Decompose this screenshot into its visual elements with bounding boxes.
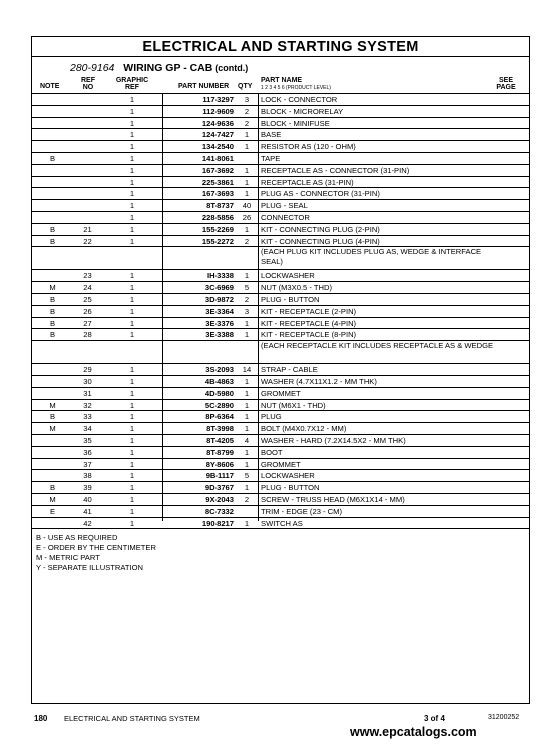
part-name-cell: (EACH PLUG KIT INCLUDES PLUG AS, WEDGE & INTERFACE SEAL) — [261, 247, 482, 267]
table-row — [32, 376, 529, 388]
part-number-cell: 167-3693 — [201, 189, 234, 199]
graphic-ref-cell: 1 — [129, 271, 135, 281]
table-row — [32, 388, 529, 400]
part-name-cell: PLUG - BUTTON — [261, 294, 320, 304]
ref-no-cell: 22 — [83, 236, 92, 246]
note-cell: B — [49, 224, 56, 234]
part-name-cell: WASHER - HARD (7.2X14.5X2 - MM THK) — [261, 435, 406, 445]
column-divider — [162, 94, 163, 521]
header-note: NOTE — [40, 83, 60, 90]
part-name-cell: PLUG - BUTTON — [261, 483, 320, 493]
parts-table-body — [32, 94, 529, 529]
table-row — [32, 400, 529, 412]
group-name: WIRING GP - CAB — [123, 62, 213, 74]
header-part-name: PART NAME — [261, 77, 303, 84]
part-name-cell: SCREW - TRUSS HEAD (M6X1X14 - MM) — [261, 494, 405, 504]
graphic-ref-cell: 1 — [129, 283, 135, 293]
graphic-ref-cell: 1 — [129, 483, 135, 493]
qty-cell: 1 — [244, 165, 250, 175]
part-name-cell: PLUG - SEAL — [261, 201, 308, 211]
qty-cell: 1 — [244, 447, 250, 457]
part-number-cell: 225-3861 — [201, 177, 234, 187]
part-number-cell: 3D-9872 — [204, 294, 234, 304]
graphic-ref-cell: 1 — [129, 330, 135, 340]
table-row — [32, 200, 529, 212]
table-row — [32, 270, 529, 282]
graphic-ref-cell: 1 — [129, 365, 135, 375]
note-cell: M — [49, 424, 56, 434]
ref-no-cell: 21 — [83, 224, 92, 234]
graphic-ref-cell: 1 — [129, 506, 135, 516]
qty-cell: 1 — [244, 271, 250, 281]
qty-cell: 1 — [244, 412, 250, 422]
part-number-cell: 155-2269 — [201, 224, 234, 234]
table-row — [32, 282, 529, 294]
note-cell: E — [49, 506, 56, 516]
part-name-cell: BASE — [261, 130, 282, 140]
header-qty: QTY — [238, 83, 253, 90]
part-name-cell: RECEPTACLE AS - CONNECTOR (31-PIN) — [261, 165, 410, 175]
ref-no-cell: 32 — [83, 400, 92, 410]
part-name-cell: RESISTOR AS (120 - OHM) — [261, 142, 356, 152]
graphic-ref-cell: 1 — [129, 224, 135, 234]
part-number-cell: 4D-5980 — [204, 388, 234, 398]
graphic-ref-cell: 1 — [129, 518, 135, 528]
note-cell: M — [49, 400, 56, 410]
ref-no-cell: 37 — [83, 459, 92, 469]
footer-page-of: 3 of 4 — [424, 714, 445, 723]
part-number-cell: 117-3297 — [202, 95, 234, 104]
part-number-cell: 3S-2093 — [205, 365, 234, 375]
note-cell: B — [49, 236, 56, 246]
table-row — [32, 435, 529, 447]
graphic-ref-cell: 1 — [129, 201, 135, 211]
table-row — [32, 423, 529, 435]
part-name-cell: GROMMET — [261, 459, 301, 469]
group-continued: (contd.) — [215, 63, 249, 73]
footer-page-number: 180 — [34, 714, 48, 723]
part-number-cell: 155-2272 — [201, 236, 234, 246]
qty-cell: 1 — [244, 330, 250, 340]
table-row — [32, 177, 529, 189]
part-name-cell: (EACH RECEPTACLE KIT INCLUDES RECEPTACLE AS & WEDGE — [261, 341, 494, 351]
qty-cell: 1 — [244, 189, 250, 199]
graphic-ref-cell: 1 — [129, 130, 135, 140]
qty-cell: 1 — [244, 483, 250, 493]
part-number-cell: 8Y-8606 — [205, 459, 234, 469]
graphic-ref-cell: 1 — [129, 471, 135, 481]
part-number-cell: 3E-3364 — [205, 306, 234, 316]
part-name-cell: BOLT (M4X0.7X12 - MM) — [261, 424, 347, 434]
qty-cell: 1 — [244, 424, 250, 434]
qty-cell: 2 — [244, 236, 250, 246]
qty-cell: 1 — [244, 518, 250, 528]
table-row — [32, 188, 529, 200]
table-row — [32, 341, 529, 364]
table-row — [32, 470, 529, 482]
table-row — [32, 165, 529, 177]
part-number-cell: 8T-4205 — [206, 435, 234, 445]
table-row — [32, 506, 529, 518]
part-name-cell: CONNECTOR — [261, 212, 310, 222]
part-number-cell: 8T-3998 — [206, 424, 234, 434]
table-row — [32, 329, 529, 341]
graphic-ref-cell: 1 — [129, 376, 135, 386]
part-name-cell: RECEPTACLE AS (31-PIN) — [261, 177, 354, 187]
part-name-cell: KIT - RECEPTACLE (4-PIN) — [261, 318, 357, 328]
note-legend-item: E - ORDER BY THE CENTIMETER — [36, 543, 156, 552]
graphic-ref-cell: 1 — [129, 400, 135, 410]
part-name-cell: SWITCH AS — [261, 518, 303, 528]
qty-cell: 5 — [244, 471, 250, 481]
table-row — [32, 153, 529, 165]
note-cell: M — [49, 494, 56, 504]
qty-cell: 1 — [244, 177, 250, 187]
qty-cell: 5 — [244, 283, 250, 293]
note-cell: B — [49, 412, 56, 422]
table-row — [32, 518, 529, 530]
graphic-ref-cell: 1 — [129, 236, 135, 246]
table-row — [32, 106, 529, 118]
table-row — [32, 494, 529, 506]
table-row — [32, 129, 529, 141]
note-cell: B — [49, 483, 56, 493]
part-name-cell: PLUG AS - CONNECTOR (31-PIN) — [261, 189, 380, 199]
graphic-ref-cell: 1 — [129, 318, 135, 328]
part-number-cell: 5C-2890 — [204, 400, 234, 410]
ref-no-cell: 39 — [83, 483, 92, 493]
part-number-cell: 141-8061 — [201, 153, 234, 163]
footer-section: ELECTRICAL AND STARTING SYSTEM — [64, 714, 200, 723]
note-cell: M — [49, 283, 56, 293]
part-number-cell: 112-9609 — [202, 106, 234, 116]
ref-no-cell: 27 — [83, 318, 92, 328]
qty-cell: 26 — [242, 212, 252, 222]
ref-no-cell: 42 — [83, 518, 92, 528]
part-number-cell: 228-5856 — [201, 212, 234, 222]
qty-cell: 1 — [244, 224, 250, 234]
part-number-cell: 190-8217 — [201, 518, 234, 528]
table-row — [32, 411, 529, 423]
table-row — [32, 318, 529, 330]
table-row — [32, 447, 529, 459]
footer-doc-number: 31200252 — [488, 714, 520, 721]
part-number-cell: 8T-8799 — [206, 447, 234, 457]
column-divider — [258, 94, 259, 521]
qty-cell: 1 — [244, 376, 250, 386]
part-name-cell: LOCKWASHER — [261, 271, 315, 281]
table-row — [32, 294, 529, 306]
part-name-cell: LOCK - CONNECTOR — [261, 95, 338, 104]
part-number-cell: 9D-3767 — [204, 483, 234, 493]
table-row — [32, 482, 529, 494]
ref-no-cell: 24 — [83, 283, 92, 293]
part-name-cell: BOOT — [261, 447, 283, 457]
header-ref: REF NO — [81, 77, 95, 91]
ref-no-cell: 30 — [83, 376, 92, 386]
ref-no-cell: 41 — [83, 506, 92, 516]
table-row — [32, 364, 529, 376]
ref-no-cell: 23 — [83, 271, 92, 281]
qty-cell: 1 — [244, 400, 250, 410]
note-legend-item: Y - SEPARATE ILLUSTRATION — [36, 563, 144, 572]
table-row — [32, 224, 529, 236]
part-number-cell: 4B-4863 — [204, 376, 234, 386]
graphic-ref-cell: 1 — [129, 412, 135, 422]
graphic-ref-cell: 1 — [129, 212, 135, 222]
header-product-level: 1 2 3 4 5 6 (PRODUCT LEVEL) — [261, 85, 331, 91]
part-name-cell: TRIM - EDGE (23 - CM) — [261, 506, 342, 516]
table-header — [32, 77, 529, 94]
table-row — [32, 236, 529, 248]
notes-legend — [36, 533, 156, 573]
part-name-cell: GROMMET — [261, 388, 301, 398]
group-heading — [32, 57, 529, 77]
part-number-cell: 3C-6969 — [204, 283, 234, 293]
table-row — [32, 247, 529, 270]
part-number-cell: 134-2540 — [201, 142, 234, 152]
part-name-cell: KIT - CONNECTING PLUG (4-PIN) — [261, 236, 380, 246]
part-number-cell: 9X-2043 — [205, 494, 234, 504]
note-cell: B — [49, 330, 56, 340]
part-name-cell: KIT - RECEPTACLE (8-PIN) — [261, 330, 357, 340]
qty-cell: 3 — [244, 95, 250, 104]
qty-cell: 2 — [244, 494, 250, 504]
table-row — [32, 141, 529, 153]
note-legend-item: M - METRIC PART — [36, 553, 100, 562]
part-name-cell: STRAP - CABLE — [261, 365, 318, 375]
qty-cell: 1 — [244, 459, 250, 469]
qty-cell: 2 — [244, 294, 250, 304]
part-number-cell: 124-7427 — [201, 130, 234, 140]
graphic-ref-cell: 1 — [129, 153, 135, 163]
page-title: ELECTRICAL AND STARTING SYSTEM — [32, 37, 529, 57]
header-part-number: PART NUMBER — [178, 83, 230, 90]
part-number-cell: 167-3692 — [201, 165, 234, 175]
ref-no-cell: 28 — [83, 330, 92, 340]
graphic-ref-cell: 1 — [129, 142, 135, 152]
ref-no-cell: 26 — [83, 306, 92, 316]
qty-cell: 1 — [244, 130, 250, 140]
part-name-cell: KIT - RECEPTACLE (2-PIN) — [261, 306, 357, 316]
graphic-ref-cell: 1 — [129, 388, 135, 398]
graphic-ref-cell: 1 — [129, 459, 135, 469]
qty-cell: 2 — [244, 118, 250, 128]
note-legend-item: B - USE AS REQUIRED — [36, 533, 118, 542]
group-number: 280-9164 — [70, 62, 115, 74]
part-number-cell: 3E-3376 — [205, 318, 234, 328]
part-number-cell: IH-3338 — [206, 271, 234, 281]
qty-cell: 2 — [244, 106, 250, 116]
part-name-cell: TAPE — [261, 153, 281, 163]
qty-cell: 14 — [242, 365, 252, 375]
part-number-cell: 9B-1117 — [205, 471, 234, 481]
part-name-cell: NUT (M6X1 - THD) — [261, 400, 326, 410]
graphic-ref-cell: 1 — [129, 165, 135, 175]
ref-no-cell: 25 — [83, 294, 92, 304]
qty-cell: 1 — [244, 388, 250, 398]
graphic-ref-cell: 1 — [129, 189, 135, 199]
graphic-ref-cell: 1 — [129, 95, 135, 104]
table-row — [32, 459, 529, 471]
graphic-ref-cell: 1 — [129, 494, 135, 504]
note-cell: B — [49, 318, 56, 328]
header-see-page: SEE PAGE — [496, 77, 516, 91]
part-name-cell: KIT - CONNECTING PLUG (2-PIN) — [261, 224, 380, 234]
qty-cell: 3 — [244, 306, 250, 316]
graphic-ref-cell: 1 — [129, 106, 135, 116]
ref-no-cell: 38 — [83, 471, 92, 481]
graphic-ref-cell: 1 — [129, 118, 135, 128]
part-name-cell: BLOCK - MICRORELAY — [261, 106, 344, 116]
parts-page — [31, 36, 530, 704]
ref-no-cell: 33 — [83, 412, 92, 422]
qty-cell: 40 — [242, 201, 252, 211]
part-name-cell: NUT (M3X0.5 - THD) — [261, 283, 333, 293]
table-row — [32, 306, 529, 318]
table-row — [32, 118, 529, 130]
part-name-cell: BLOCK - MINIFUSE — [261, 118, 330, 128]
table-row — [32, 212, 529, 224]
part-number-cell: 8T-8737 — [206, 201, 234, 211]
graphic-ref-cell: 1 — [129, 177, 135, 187]
part-name-cell: PLUG — [261, 412, 282, 422]
graphic-ref-cell: 1 — [129, 447, 135, 457]
part-name-cell: LOCKWASHER — [261, 471, 315, 481]
graphic-ref-cell: 1 — [129, 435, 135, 445]
graphic-ref-cell: 1 — [129, 424, 135, 434]
graphic-ref-cell: 1 — [129, 306, 135, 316]
footer-watermark-link[interactable]: www.epcatalogs.com — [350, 725, 477, 739]
ref-no-cell: 34 — [83, 424, 92, 434]
ref-no-cell: 36 — [83, 447, 92, 457]
part-number-cell: 8P-6364 — [205, 412, 234, 422]
part-number-cell: 3E-3388 — [205, 330, 234, 340]
header-graphic-ref: GRAPHIC REF — [115, 77, 149, 91]
ref-no-cell: 29 — [83, 365, 92, 375]
qty-cell: 1 — [244, 318, 250, 328]
table-row — [32, 94, 529, 106]
note-cell: B — [49, 294, 56, 304]
part-number-cell: 124-9636 — [201, 118, 234, 128]
qty-cell: 4 — [244, 435, 250, 445]
ref-no-cell: 31 — [83, 388, 92, 398]
graphic-ref-cell: 1 — [129, 294, 135, 304]
ref-no-cell: 40 — [83, 494, 92, 504]
ref-no-cell: 35 — [83, 435, 92, 445]
page-footer — [0, 708, 560, 738]
note-cell: B — [49, 306, 56, 316]
qty-cell: 1 — [244, 142, 250, 152]
part-number-cell: 8C-7332 — [204, 506, 234, 516]
note-cell: B — [49, 153, 56, 163]
part-name-cell: WASHER (4.7X11X1.2 - MM THK) — [261, 376, 377, 386]
